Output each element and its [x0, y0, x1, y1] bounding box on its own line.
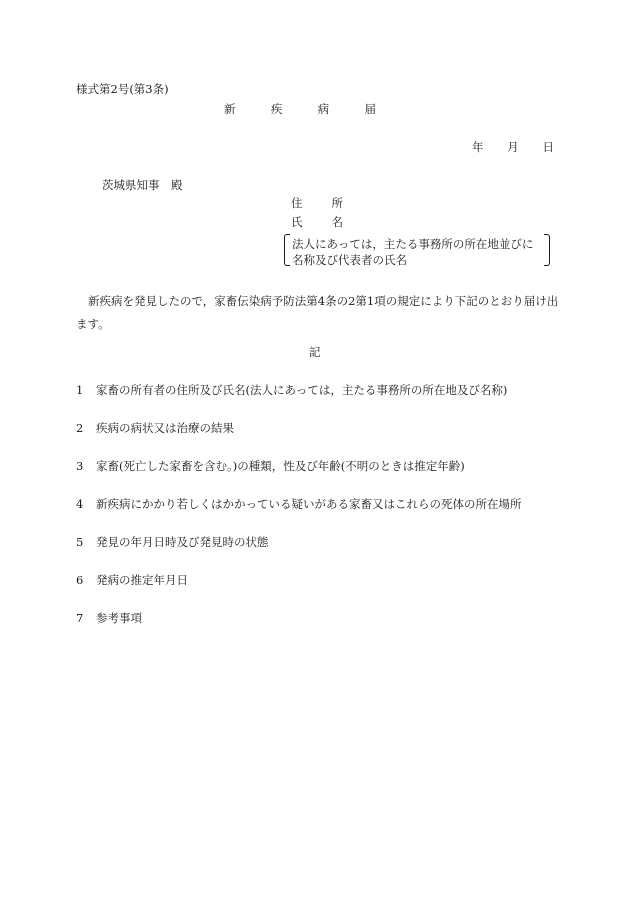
- title-char: 新: [224, 102, 236, 116]
- list-item: [76, 461, 465, 473]
- address-label: [291, 198, 343, 210]
- date-year-label: 年: [472, 140, 484, 154]
- item-number: 6: [76, 573, 84, 587]
- list-item: [76, 575, 188, 587]
- name-label-char: 名: [331, 215, 343, 229]
- addressee: 茨城県知事 殿: [102, 178, 183, 192]
- list-item: [76, 385, 507, 397]
- item-number: 1: [76, 383, 84, 397]
- list-item: [76, 423, 234, 435]
- item-number: 7: [76, 611, 84, 625]
- item-text: 新疾病にかかり若しくはかかっている疑いがある家畜又はこれらの死体の所在場所: [96, 497, 522, 511]
- list-item: [76, 613, 142, 625]
- item-number: 4: [76, 497, 84, 511]
- list-item: [76, 537, 269, 549]
- item-text: 家畜の所有者の住所及び氏名(法人にあっては，主たる事務所の所在地及び名称): [96, 383, 508, 397]
- form-number: 様式第2号(第3条): [76, 82, 169, 96]
- item-text: 発病の推定年月日: [96, 573, 188, 587]
- item-number: 2: [76, 421, 84, 435]
- title-char: 病: [317, 102, 330, 116]
- corporate-note: [284, 234, 550, 266]
- title-char: 届: [364, 102, 376, 116]
- title-char: 疾: [270, 102, 283, 116]
- address-label-char: 所: [331, 196, 343, 210]
- left-bracket: [284, 234, 290, 266]
- item-number: 3: [76, 459, 84, 473]
- name-label-char: 氏: [291, 215, 303, 229]
- body-paragraph: 新疾病を発見したので，家畜伝染病予防法第4条の2第1項の規定により下記のとおり届け出ます。: [76, 294, 559, 331]
- item-text: 発見の年月日時及び発見時の状態: [96, 535, 269, 549]
- item-text: 疾病の病状又は治療の結果: [96, 421, 234, 435]
- right-bracket: [544, 234, 550, 266]
- list-item: [76, 499, 522, 511]
- date-month-label: 月: [507, 140, 519, 154]
- corporate-note-text: [292, 236, 533, 268]
- date-day-label: 日: [542, 140, 554, 154]
- corporate-note-line: 名称及び代表者の氏名: [292, 253, 407, 267]
- page-title: [224, 104, 376, 116]
- item-number: 5: [76, 535, 84, 549]
- item-text: 家畜(死亡した家畜を含む。)の種類，性及び年齢(不明のときは推定年齢): [96, 459, 465, 473]
- item-text: 参考事項: [96, 611, 142, 625]
- address-label-char: 住: [291, 196, 303, 210]
- date-line: [472, 142, 554, 154]
- name-label: [291, 217, 343, 229]
- corporate-note-line: 法人にあっては，主たる事務所の所在地並びに: [292, 237, 534, 251]
- ki-heading: 記: [309, 345, 321, 359]
